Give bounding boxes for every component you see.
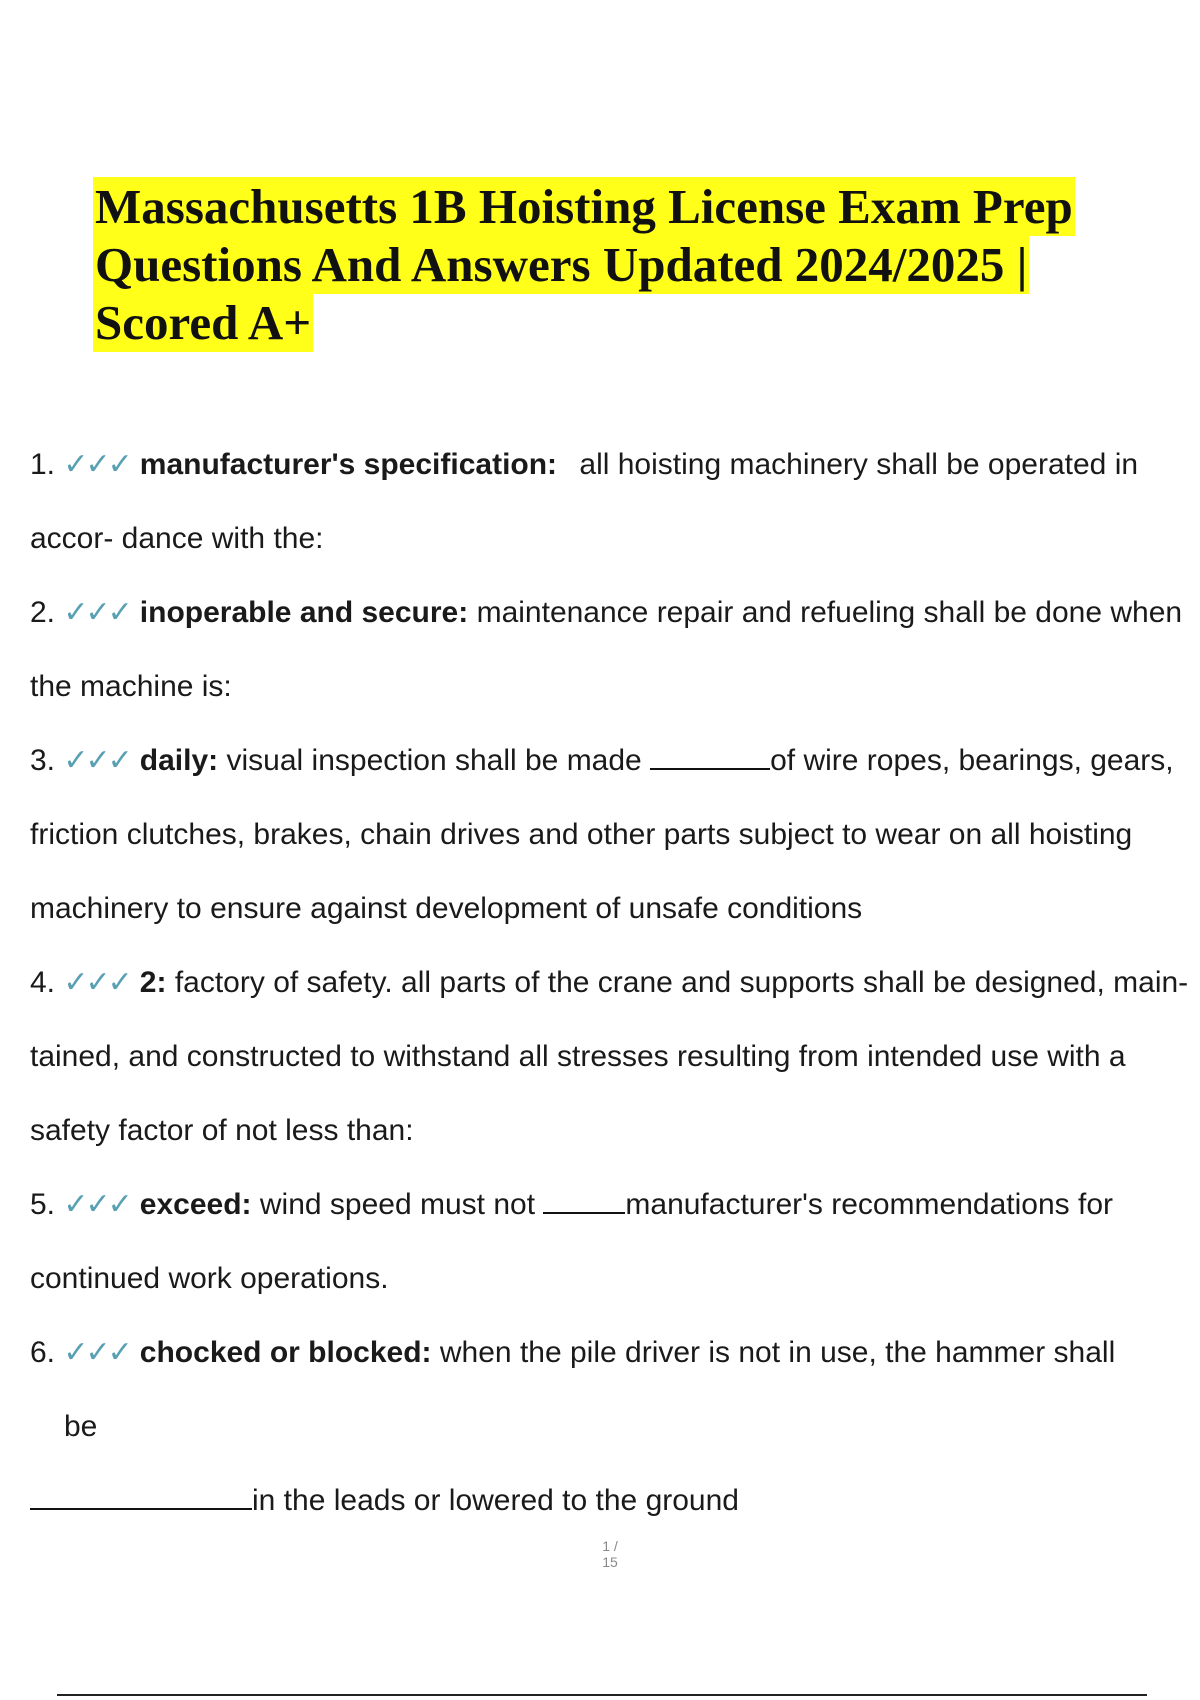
item-number: 5. <box>30 1188 56 1221</box>
page-bottom-divider <box>57 1694 1147 1696</box>
answer-blank <box>30 1482 252 1510</box>
checkmarks-icon: ✓✓✓ <box>63 744 130 777</box>
item-text: all hoisting machinery shall be operated in accor- dance with the: <box>30 448 1139 555</box>
document-title-block <box>93 178 1153 352</box>
item-text: maintenance repair and refueling shall be done when the machine is: <box>30 596 1183 703</box>
item-text-line2: be <box>64 1410 98 1443</box>
item-text-before-blank: visual inspection shall be made <box>226 744 642 777</box>
item-number: 2. <box>30 596 56 629</box>
document-title: Massachusetts 1B Hoisting License Exam Prep Questions And Answers Updated 2024/2025 | Scored A+ <box>95 179 1073 350</box>
item-term: exceed: <box>139 1188 252 1221</box>
qa-item-6 <box>30 1316 1195 1538</box>
item-term: chocked or blocked: <box>139 1336 432 1369</box>
qa-item-3 <box>30 724 1195 946</box>
item-number: 6. <box>30 1336 56 1369</box>
answer-blank <box>543 1186 625 1214</box>
item-text-after-blank: in the leads or lowered to the ground <box>252 1484 739 1517</box>
checkmarks-icon: ✓✓✓ <box>63 596 130 629</box>
page-number: 1 / 15 <box>602 1538 618 1570</box>
qa-item-2 <box>30 576 1195 724</box>
item-text-before-blank: wind speed must not <box>259 1188 536 1221</box>
checkmarks-icon: ✓✓✓ <box>63 448 130 481</box>
item-term: manufacturer's specification: <box>139 448 558 481</box>
item-text-line1: when the pile driver is not in use, the hammer shall <box>439 1336 1116 1369</box>
item-number: 4. <box>30 966 56 999</box>
qa-item-5 <box>30 1168 1195 1316</box>
item-number: 1. <box>30 448 56 481</box>
qa-list <box>30 428 1195 1538</box>
qa-item-4 <box>30 946 1195 1168</box>
item-term: inoperable and secure: <box>139 596 469 629</box>
item-text-after-blank: manufacturer's recommendations for continued work operations. <box>30 1188 1113 1295</box>
answer-blank <box>650 742 770 770</box>
item-number: 3. <box>30 744 56 777</box>
checkmarks-icon: ✓✓✓ <box>63 1188 130 1221</box>
item-term: daily: <box>139 744 219 777</box>
item-text-after-blank: of wire ropes, bearings, gears, friction clutches, brakes, chain drives and other parts subject to wear on all hoisting machinery to ensure against development of unsafe conditions <box>30 744 1174 925</box>
item-term: 2: <box>139 966 167 999</box>
item-text: factory of safety. all parts of the crane and supports shall be designed, main- tained, and constructed to withstand all stresses resulting from intended use with a safety factor of not less than: <box>30 966 1189 1147</box>
checkmarks-icon: ✓✓✓ <box>63 1336 130 1369</box>
checkmarks-icon: ✓✓✓ <box>63 966 130 999</box>
qa-item-1 <box>30 428 1195 576</box>
